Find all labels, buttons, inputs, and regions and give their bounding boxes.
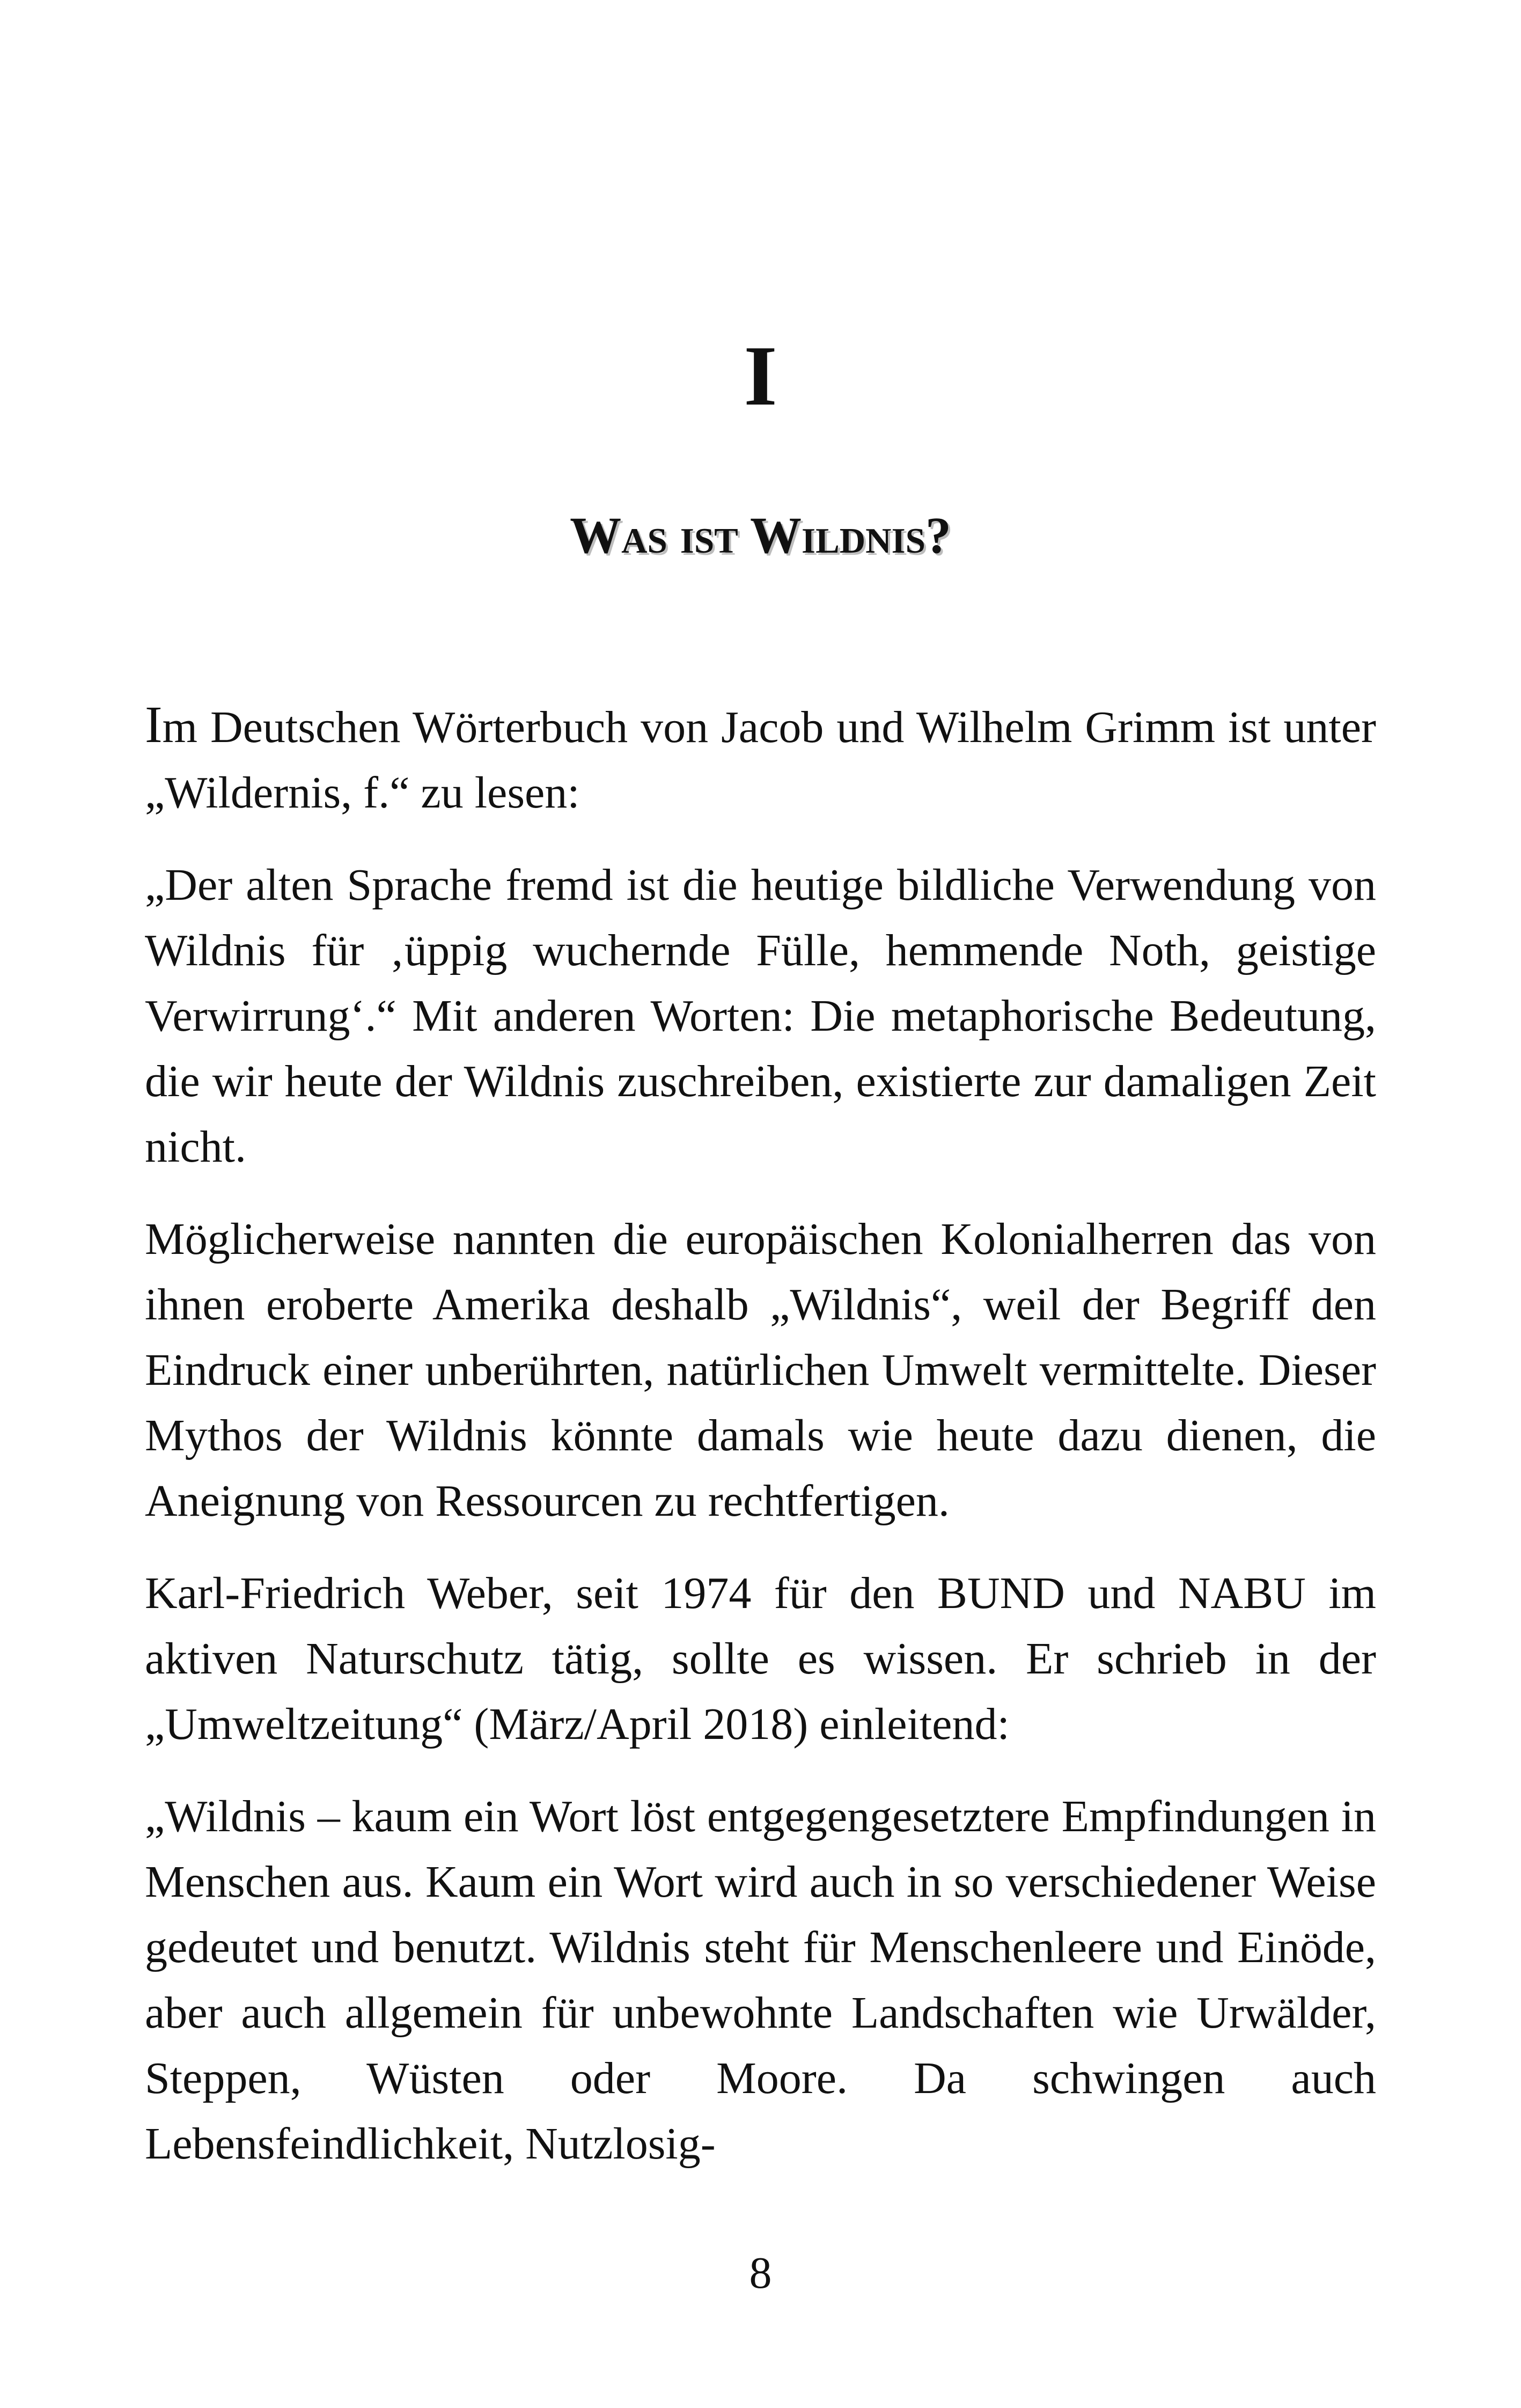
paragraph-1-text: m Deutschen Wörterbuch von Jacob und Wilhelm Grimm ist unter „Wildernis, f.“ zu lesen: <box>145 702 1376 818</box>
paragraph-3-text: Möglicherweise nannten die europäischen Kolonialherren das von ihnen eroberte Amerika deshalb „Wildnis“, weil der Begriff den Eindruck einer unberührten, natürlichen Umwelt vermittelte. Dieser Mythos der Wildnis könnte damals wie heute dazu dienen, die Aneignung von Ressourcen zu rechtfertigen. <box>145 1214 1376 1526</box>
paragraph-5 <box>145 1784 1376 2177</box>
paragraph-1 <box>145 692 1376 826</box>
body-text <box>145 692 1376 2204</box>
paragraph-2-text: „Der alten Sprache fremd ist die heutige bildliche Verwendung von Wildnis für ‚üppig wuchernde Fülle, hemmende Noth, geistige Verwirrung‘.“ Mit anderen Worten: Die metaphorische Bedeutung, die wir heute der Wildnis zuschreiben, existierte zur damaligen Zeit nicht. <box>145 860 1376 1172</box>
paragraph-2 <box>145 853 1376 1180</box>
page-number: 8 <box>749 2248 772 2298</box>
paragraph-3 <box>145 1207 1376 1534</box>
paragraph-5-text: „Wildnis – kaum ein Wort löst entgegengesetztere Empfindungen in Menschen aus. Kaum ein Wort wird auch in so verschiedener Weise gedeutet und benutzt. Wildnis steht für Menschenleere und Einöde, aber auch allgemein für unbewohnte Landschaften wie Urwälder, Steppen, Wüsten oder Moore. Da schwingen auch Lebensfeindlichkeit, Nutzlosig- <box>145 1792 1376 2169</box>
paragraph-4-text: Karl-Friedrich Weber, seit 1974 für den BUND und NABU im aktiven Naturschutz tätig, sollte es wissen. Er schrieb in der „Umweltzeitung“ (März/April 2018) einleitend: <box>145 1568 1376 1749</box>
chapter-title: Was ist Wildnis? <box>570 506 951 564</box>
dropcap-letter: I <box>145 696 163 754</box>
chapter-number: I <box>744 328 777 423</box>
paragraph-4 <box>145 1561 1376 1757</box>
